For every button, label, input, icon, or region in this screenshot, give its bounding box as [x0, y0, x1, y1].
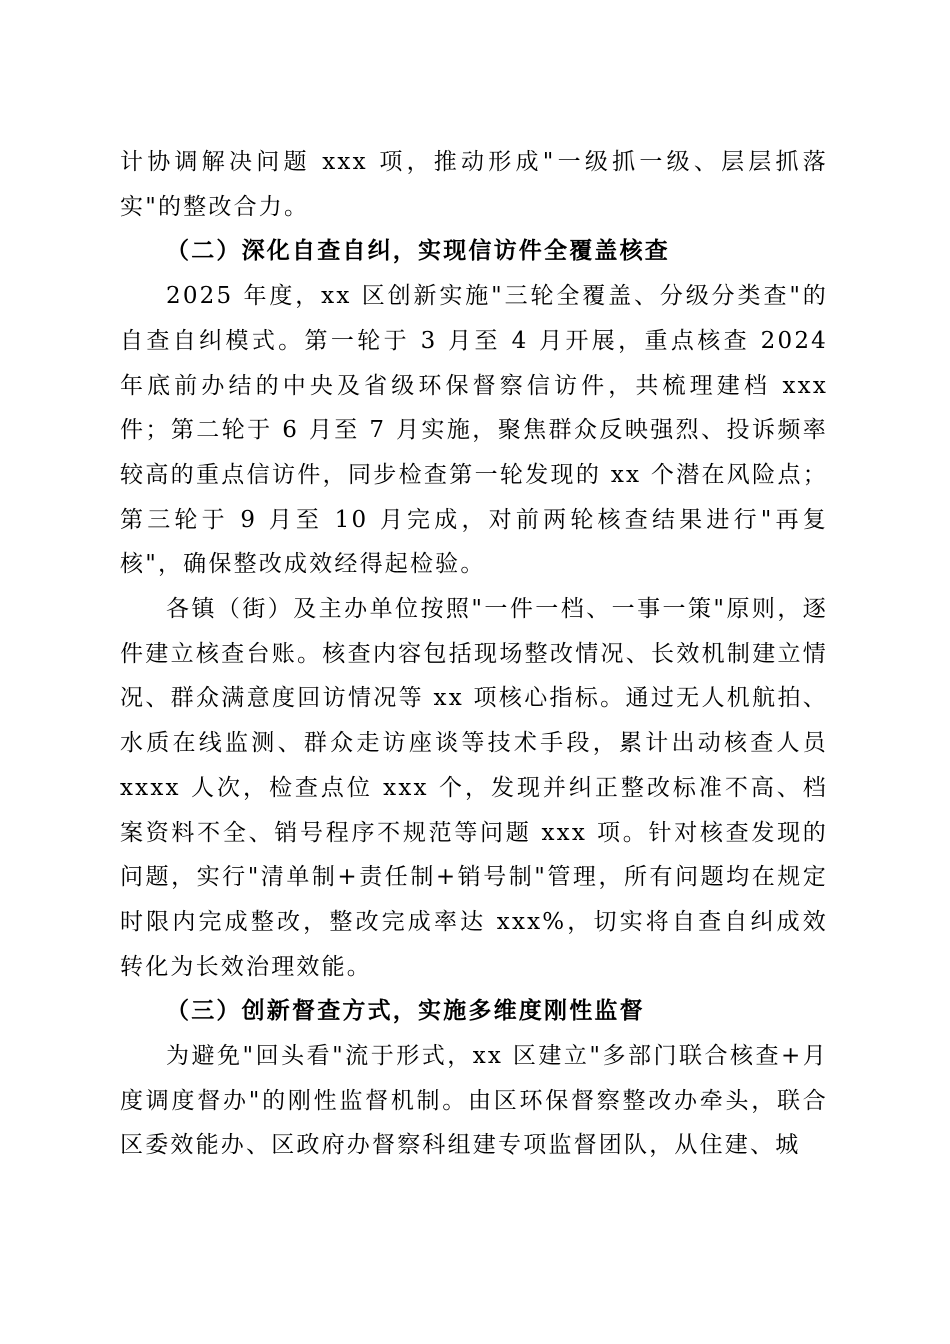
paragraph-body: 为避免"回头看"流于形式，xx 区建立"多部门联合核查+月度调度督办"的刚性监督机制。由区环保督察整改办牵头，联合区委效能办、区政府办督察科组建专项监督团队，从住建、城	[120, 1043, 828, 1159]
section-heading-3: （三）创新督查方式，实施多维度刚性监督	[166, 998, 645, 1025]
paragraph-body: 2025 年度，xx 区创新实施"三轮全覆盖、分级分类查"的自查自纠模式。第一轮于 3 月至 4 月开展，重点核查 2024 年底前办结的中央及省级环保督察信访件，共梳理建档 xxx 件；第二轮于 6 月至 7 月实施，聚焦群众反映强烈、投诉频率较高的重点信访件，同步检查第一轮发现的 xx 个潜在风险点；第三轮于 9 月至 10 月完成，对前两轮核查结果进行"再复核"，确保整改成效经得起检验。	[120, 283, 828, 578]
paragraph-continuation: 计协调解决问题 xxx 项，推动形成"一级抓一级、层层抓落实"的整改合力。	[120, 149, 828, 220]
paragraph-body: 各镇（街）及主办单位按照"一件一档、一事一策"原则，逐件建立核查台账。核查内容包括现场整改情况、长效机制建立情况、群众满意度回访情况等 xx 项核心指标。通过无人机航拍、水质在线监测、群众走访座谈等技术手段，累计出动核查人员 xxxx 人次，检查点位 xxx 个，发现并纠正整改标准不高、档案资料不全、销号程序不规范等问题 xxx 项。针对核查发现的问题，实行"清单制+责任制+销号制"管理，所有问题均在规定时限内完成整改，整改完成率达 xxx%，切实将自查自纠成效转化为长效治理效能。	[120, 596, 828, 980]
document-body	[120, 140, 828, 1168]
section-heading-2: （二）深化自查自纠，实现信访件全覆盖核查	[166, 238, 670, 265]
